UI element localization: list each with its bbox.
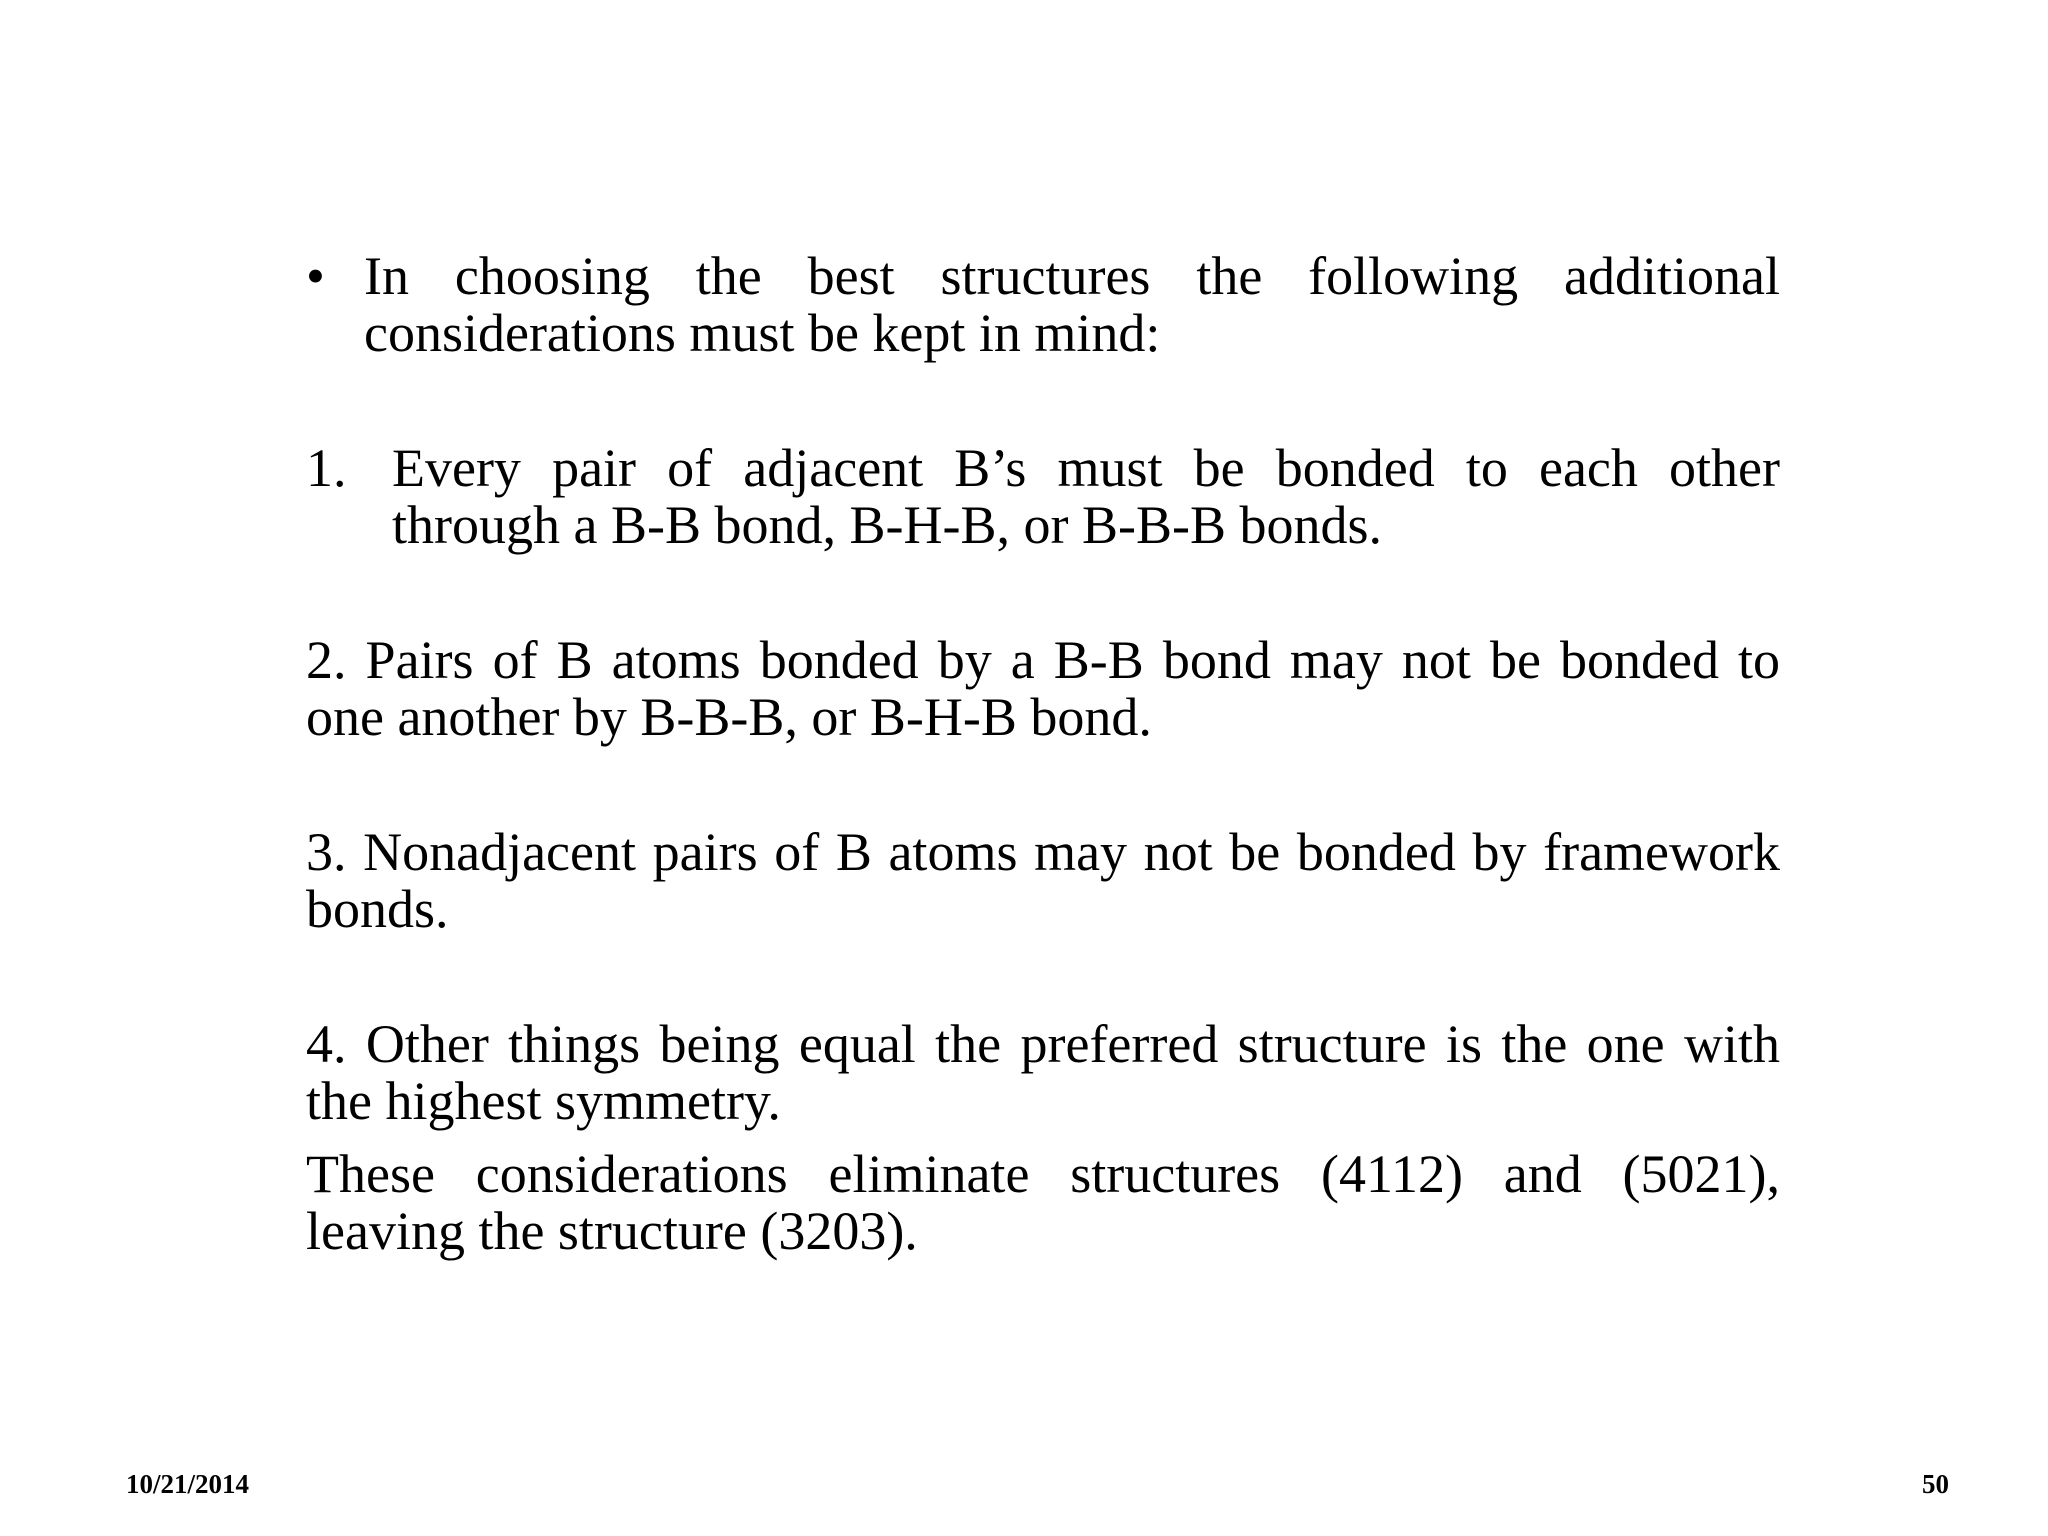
numbered-item-1 bbox=[306, 440, 1780, 554]
item-4-paragraph: 4. Other things being equal the preferred structure is the one with the highest symmetry. bbox=[306, 1014, 1780, 1131]
page-number: 50 bbox=[1922, 1469, 1949, 1499]
item-1-marker: 1. bbox=[306, 438, 347, 498]
slide-body bbox=[306, 248, 1780, 1260]
bullet-text: In choosing the best structures the following additional considerations must be kept in mind: bbox=[364, 246, 1780, 363]
bullet-marker: • bbox=[306, 246, 325, 306]
item-2-paragraph: 2. Pairs of B atoms bonded by a B-B bond may not be bonded to one another by B-B-B, or B-H-B bond. bbox=[306, 630, 1780, 747]
item-3-paragraph: 3. Nonadjacent pairs of B atoms may not be bonded by framework bonds. bbox=[306, 822, 1780, 939]
footer-date: 10/21/2014 bbox=[126, 1469, 250, 1499]
conclusion-paragraph: These considerations eliminate structures (4112) and (5021), leaving the structure (3203). bbox=[306, 1144, 1780, 1261]
bullet-point bbox=[306, 248, 1780, 362]
item-1-text: Every pair of adjacent B’s must be bonded to each other through a B-B bond, B-H-B, or B-B-B bonds. bbox=[392, 438, 1780, 555]
